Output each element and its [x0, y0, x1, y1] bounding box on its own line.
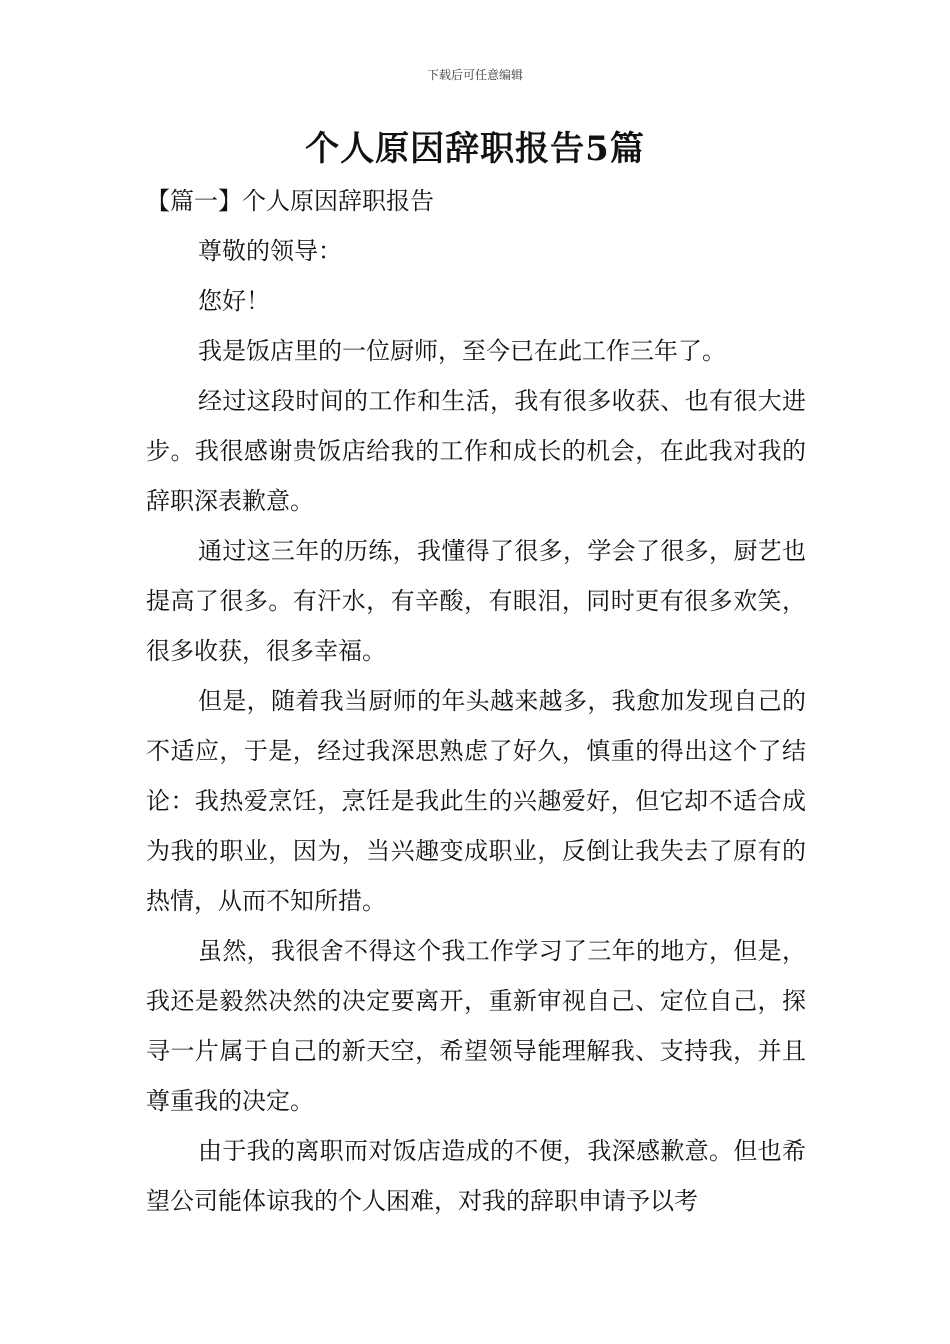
paragraph-decision: 虽然，我很舍不得这个我工作学习了三年的地方，但是，我还是毅然决然的决定要离开，重新审视自己、定位自己，探寻一片属于自己的新天空，希望领导能理解我、支持我，并且尊重我的决定。 [146, 937, 806, 1115]
paragraph-gratitude: 经过这段时间的工作和生活，我有很多收获、也有很大进步。我很感谢贵饭店给我的工作和成长的机会，在此我对我的辞职深表歉意。 [146, 387, 806, 515]
section-heading: 【篇一】个人原因辞职报告 [146, 187, 434, 215]
paragraph-apology: 由于我的离职而对饭店造成的不便，我深感歉意。但也希望公司能体谅我的个人困难，对我的辞职申请予以考 [146, 1137, 806, 1215]
greeting: 您好！ [198, 287, 270, 315]
header-note: 下载后可任意编辑 [426, 68, 523, 82]
paragraph-intro: 我是饭店里的一位厨师，至今已在此工作三年了。 [198, 337, 726, 365]
document-title: 个人原因辞职报告5篇 [305, 129, 645, 169]
document-body [146, 176, 806, 1226]
salutation: 尊敬的领导： [198, 237, 342, 265]
paragraph-experience: 通过这三年的历练，我懂得了很多，学会了很多，厨艺也提高了很多。有汗水，有辛酸，有眼泪，同时更有很多欢笑，很多收获，很多幸福。 [146, 537, 806, 665]
paragraph-reason: 但是，随着我当厨师的年头越来越多，我愈加发现自己的不适应，于是，经过我深思熟虑了好久，慎重的得出这个了结论：我热爱烹饪，烹饪是我此生的兴趣爱好，但它却不适合成为我的职业，因为，当兴趣变成职业，反倒让我失去了原有的热情，从而不知所措。 [146, 687, 806, 915]
